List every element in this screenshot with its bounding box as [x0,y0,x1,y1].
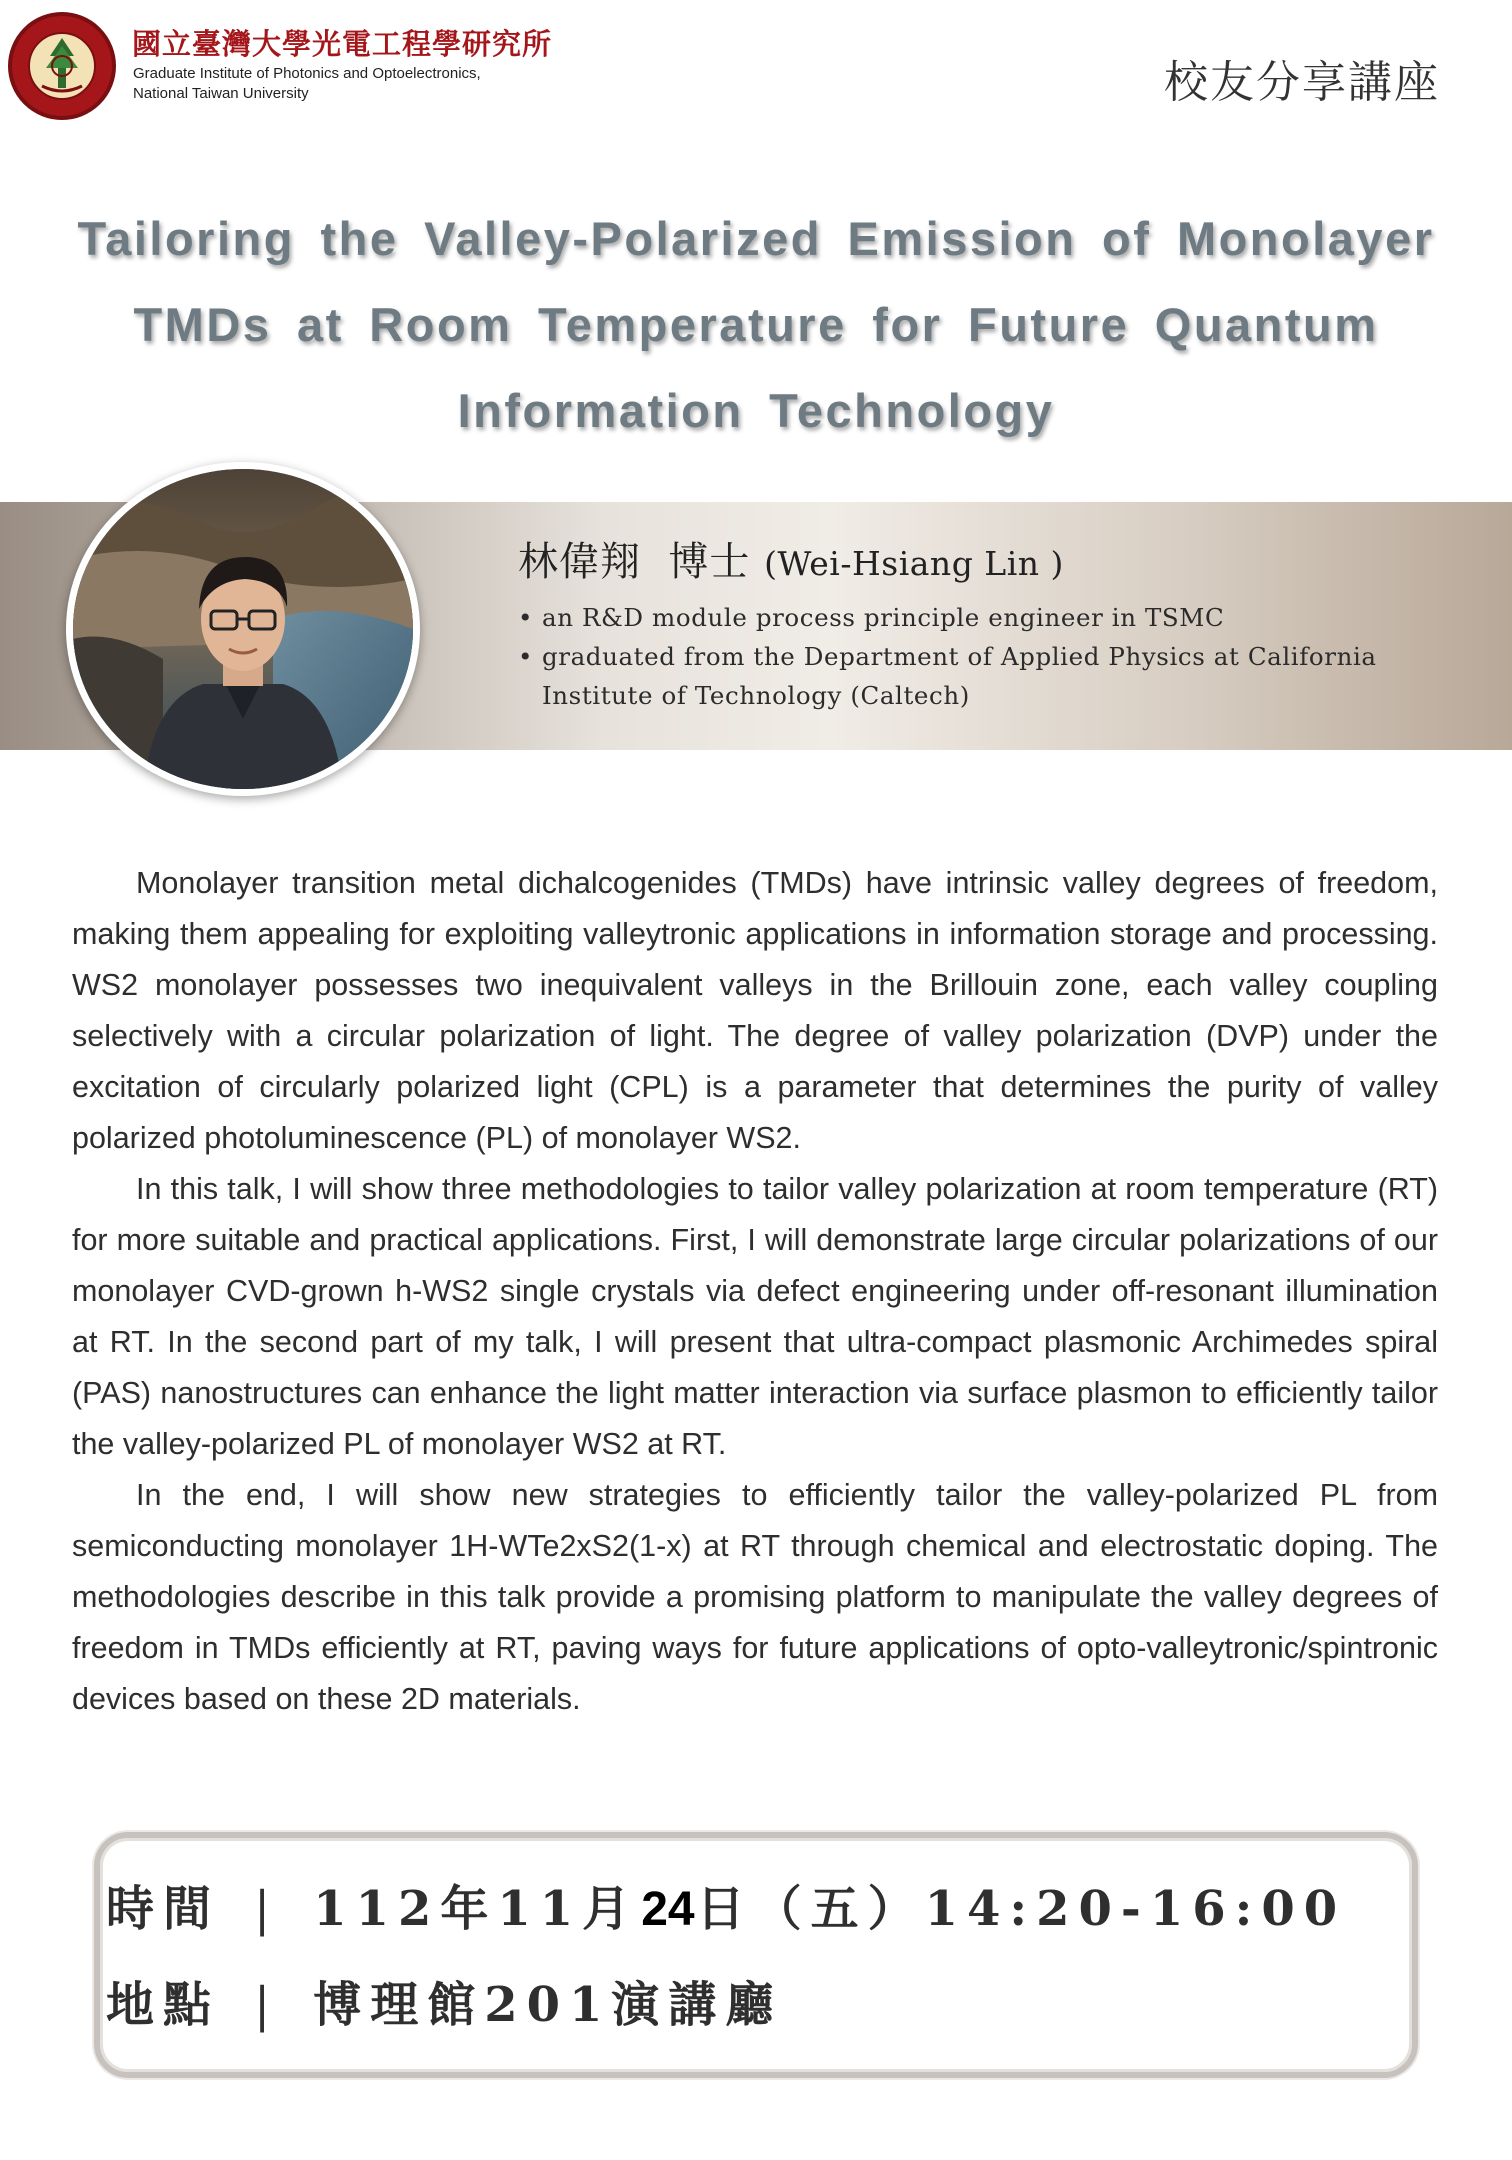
abstract-paragraph: In this talk, I will show three methodologies to tailor valley polarization at room temperature (RT) for more suitable and practical applications. First, I will demonstrate large circular polarizations of our monolayer CVD-grown h-WS2 single crystals via defect engineering under off-resonant illumination at RT. In the second part of my talk, I will present that ultra-compact plasmonic Archimedes spiral (PAS) nanostructures can enhance the light matter interaction via surface plasmon to efficiently tailor the valley-polarized PL of monolayer WS2 at RT. [72,1172,1438,1461]
abstract-paragraph: Monolayer transition metal dichalcogenides (TMDs) have intrinsic valley degrees of freedom, making them appealing for exploiting valleytronic applications in information storage and processing. WS2 monolayer possesses two inequivalent valleys in the Brillouin zone, each valley coupling selectively with a circular polarization of light. The degree of valley polarization (DVP) under the excitation of circularly polarized light (CPL) is a parameter that determines the purity of valley polarized photoluminescence (PL) of monolayer WS2. [72,866,1438,1155]
abstract [72,858,1438,1725]
speaker-name-en: (Wei-Hsiang Lin ) [764,544,1064,583]
event-place: 博理館201演講廳 [313,1977,783,2033]
time-separator: | [254,1881,280,1937]
talk-title-line3: Information Technology [457,384,1055,437]
institute-name-en-line1: Graduate Institute of Photonics and Optoelectronics, [133,65,481,82]
talk-title-line1: Tailoring the Valley-Polarized Emission of Monolayer [77,212,1435,265]
institute-name-en-line2: National Taiwan University [133,85,309,102]
bio-item: • graduated from the Department of Applied Physics at California Institute of Technology (Caltech) [518,637,1418,715]
event-info-box [94,1832,1418,2078]
event-place-row [106,1966,782,2035]
time-label: 時間 [106,1881,221,1937]
place-separator: | [254,1977,280,2033]
event-time-row [106,1870,1346,1939]
abstract-paragraph: In the end, I will show new strategies to efficiently tailor the valley-polarized PL from semiconducting monolayer 1H-WTe2xS2(1-x) at RT through chemical and electrostatic doping. The methodologies describe in this talk provide a promising platform to manipulate the valley degrees of freedom in TMDs efficiently at RT, paving ways for future applications of opto-valleytronic/spintronic devices based on these 2D materials. [72,1478,1438,1716]
talk-title [60,196,1452,454]
institute-name-zh: 國立臺灣大學光電工程學研究所 [132,27,553,61]
ntu-seal-icon [8,12,116,120]
speaker-name [518,530,1064,587]
event-date-suffix: 日（五）14:20-16:00 [696,1881,1347,1937]
talk-title-line2: TMDs at Room Temperature for Future Quantum [133,298,1379,351]
bio-item: • an R&D module process principle engineer in TSMC [518,598,1418,637]
event-date-day: 24 [641,1883,695,1936]
speaker-portrait [66,462,420,796]
lecture-series-title: 校友分享講座 [1164,57,1440,108]
speaker-bio [518,598,1418,715]
institute-name-en [133,64,481,104]
speaker-name-zh: 林偉翔 博士 [518,539,751,585]
event-date-prefix: 112年11月 [313,1881,640,1937]
place-label: 地點 [106,1977,221,2033]
